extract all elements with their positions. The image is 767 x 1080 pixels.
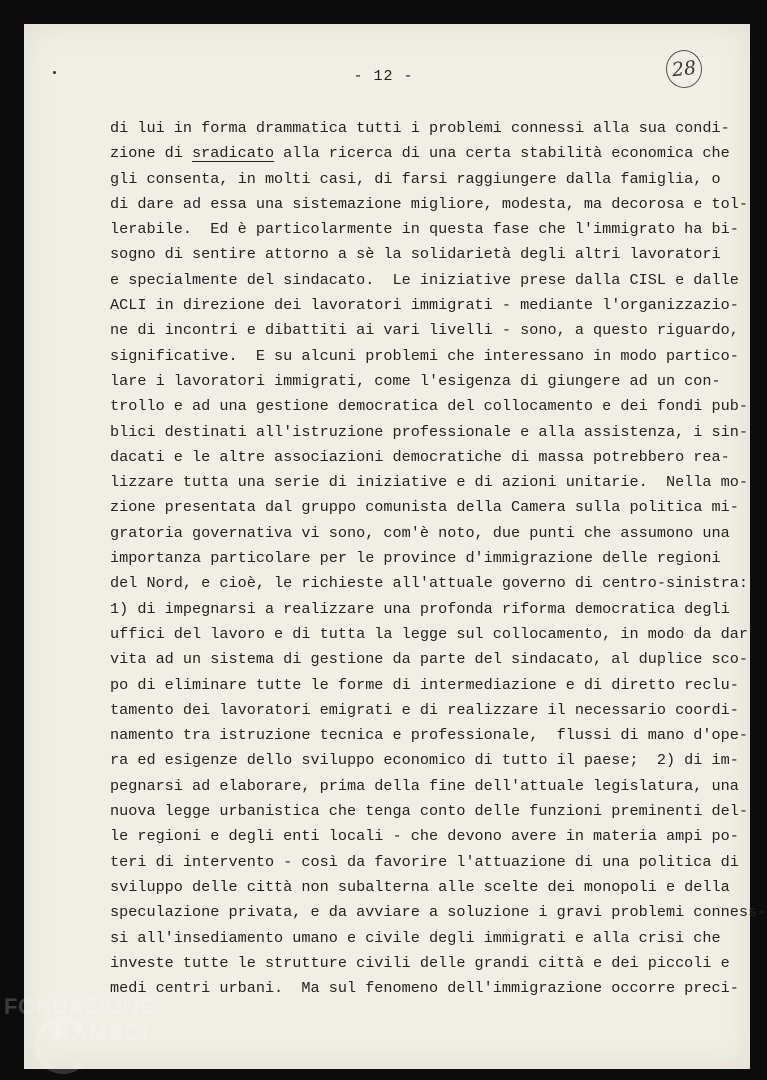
fondazione-gramsci-watermark	[4, 994, 204, 1080]
typed-body-text	[110, 116, 767, 1001]
page-number: - 12 -	[353, 68, 414, 85]
text-line: si all'insediamento umano e civile degli immigrati e alla crisi che	[110, 928, 721, 947]
text-line: tamento dei lavoratori emigrati e di realizzare il necessario coordi-	[110, 700, 739, 719]
text-line: le regioni e degli enti locali - che devono avere in materia ampi po-	[110, 827, 739, 846]
text-line: gratoria governativa vi sono, com'è noto, due punti che assumono una	[110, 523, 730, 542]
text-line: nuova legge urbanistica che tenga conto delle funzioni preminenti del-	[110, 802, 748, 821]
text-line: e specialmente del sindacato. Le iniziative prese dalla CISL e dalle	[110, 270, 739, 289]
text-line: trollo e ad una gestione democratica del collocamento e dei fondi pub-	[110, 397, 748, 416]
text-line: ACLI in direzione dei lavoratori immigrati - mediante l'organizzazio-	[110, 296, 739, 315]
text-line: teri di intervento - così da favorire l'attuazione di una politica di	[110, 852, 739, 871]
text-line: vita ad un sistema di gestione da parte del sindacato, al duplice sco-	[110, 650, 748, 669]
text-segment: alla ricerca di una certa stabilità economica che	[274, 144, 730, 163]
text-line: blici destinati all'istruzione professionale e alla assistenza, i sin-	[110, 422, 748, 441]
text-line: significative. E su alcuni problemi che interessano in modo partico-	[110, 346, 739, 365]
text-line: medi centri urbani. Ma sul fenomeno dell'immigrazione occorre preci-	[110, 979, 739, 998]
text-line: zione presentata dal gruppo comunista della Camera sulla politica mi-	[110, 498, 739, 517]
text-line: sogno di sentire attorno a sè la solidarietà degli altri lavoratori	[110, 245, 721, 264]
text-line: ra ed esigenze dello sviluppo economico di tutto il paese; 2) di im-	[110, 751, 739, 770]
text-line: speculazione privata, e da avviare a soluzione i gravi problemi conness-	[110, 903, 767, 922]
watermark-line-1: FONDAZIONE	[4, 994, 155, 1019]
watermark-line-2: RAMSCI	[54, 1020, 150, 1045]
text-line: lizzare tutta una serie di iniziative e di azioni unitarie. Nella mo-	[110, 473, 748, 492]
text-line: pegnarsi ad elaborare, prima della fine dell'attuale legislatura, una	[110, 776, 739, 795]
text-line: sviluppo delle città non subalterna alle scelte dei monopoli e della	[110, 877, 730, 896]
text-line: dacati e le altre associazioni democratiche di massa potrebbero rea-	[110, 447, 730, 466]
archive-number-stamp: 28	[664, 48, 704, 90]
text-line: lare i lavoratori immigrati, come l'esigenza di giungere ad un con-	[110, 371, 721, 390]
text-segment: zione di	[110, 144, 193, 163]
text-line: di dare ad essa una sistemazione migliore, modesta, ma decorosa e tol-	[110, 194, 748, 213]
text-line: uffici del lavoro e di tutta la legge sul collocamento, in modo da dar	[110, 624, 748, 643]
text-line	[110, 141, 730, 166]
text-line: 1) di impegnarsi a realizzare una profonda riforma democratica degli	[110, 599, 730, 618]
text-line: investe tutte le strutture civili delle grandi città e dei piccoli e	[110, 953, 730, 972]
text-line: di lui in forma drammatica tutti i problemi connessi alla sua condi-	[110, 119, 730, 137]
text-line: lerabile. Ed è particolarmente in questa fase che l'immigrato ha bi-	[110, 220, 739, 239]
text-line: del Nord, e cioè, le richieste all'attuale governo di centro-sinistra:	[110, 574, 748, 593]
text-line: namento tra istruzione tecnica e professionale, flussi di mano d'ope-	[110, 726, 748, 745]
text-line: ne di incontri e dibattiti ai vari livelli - sono, a questo riguardo,	[110, 321, 739, 340]
watermark-sub: onlus	[160, 1054, 182, 1064]
underlined-word: sradicato	[192, 144, 275, 163]
text-line: importanza particolare per le province d'immigrazione delle regioni	[110, 549, 721, 568]
text-line: gli consenta, in molti casi, di farsi raggiungere dalla famiglia, o	[110, 169, 721, 188]
text-line: po di eliminare tutte le forme di intermediazione e di diretto reclu-	[110, 675, 739, 694]
